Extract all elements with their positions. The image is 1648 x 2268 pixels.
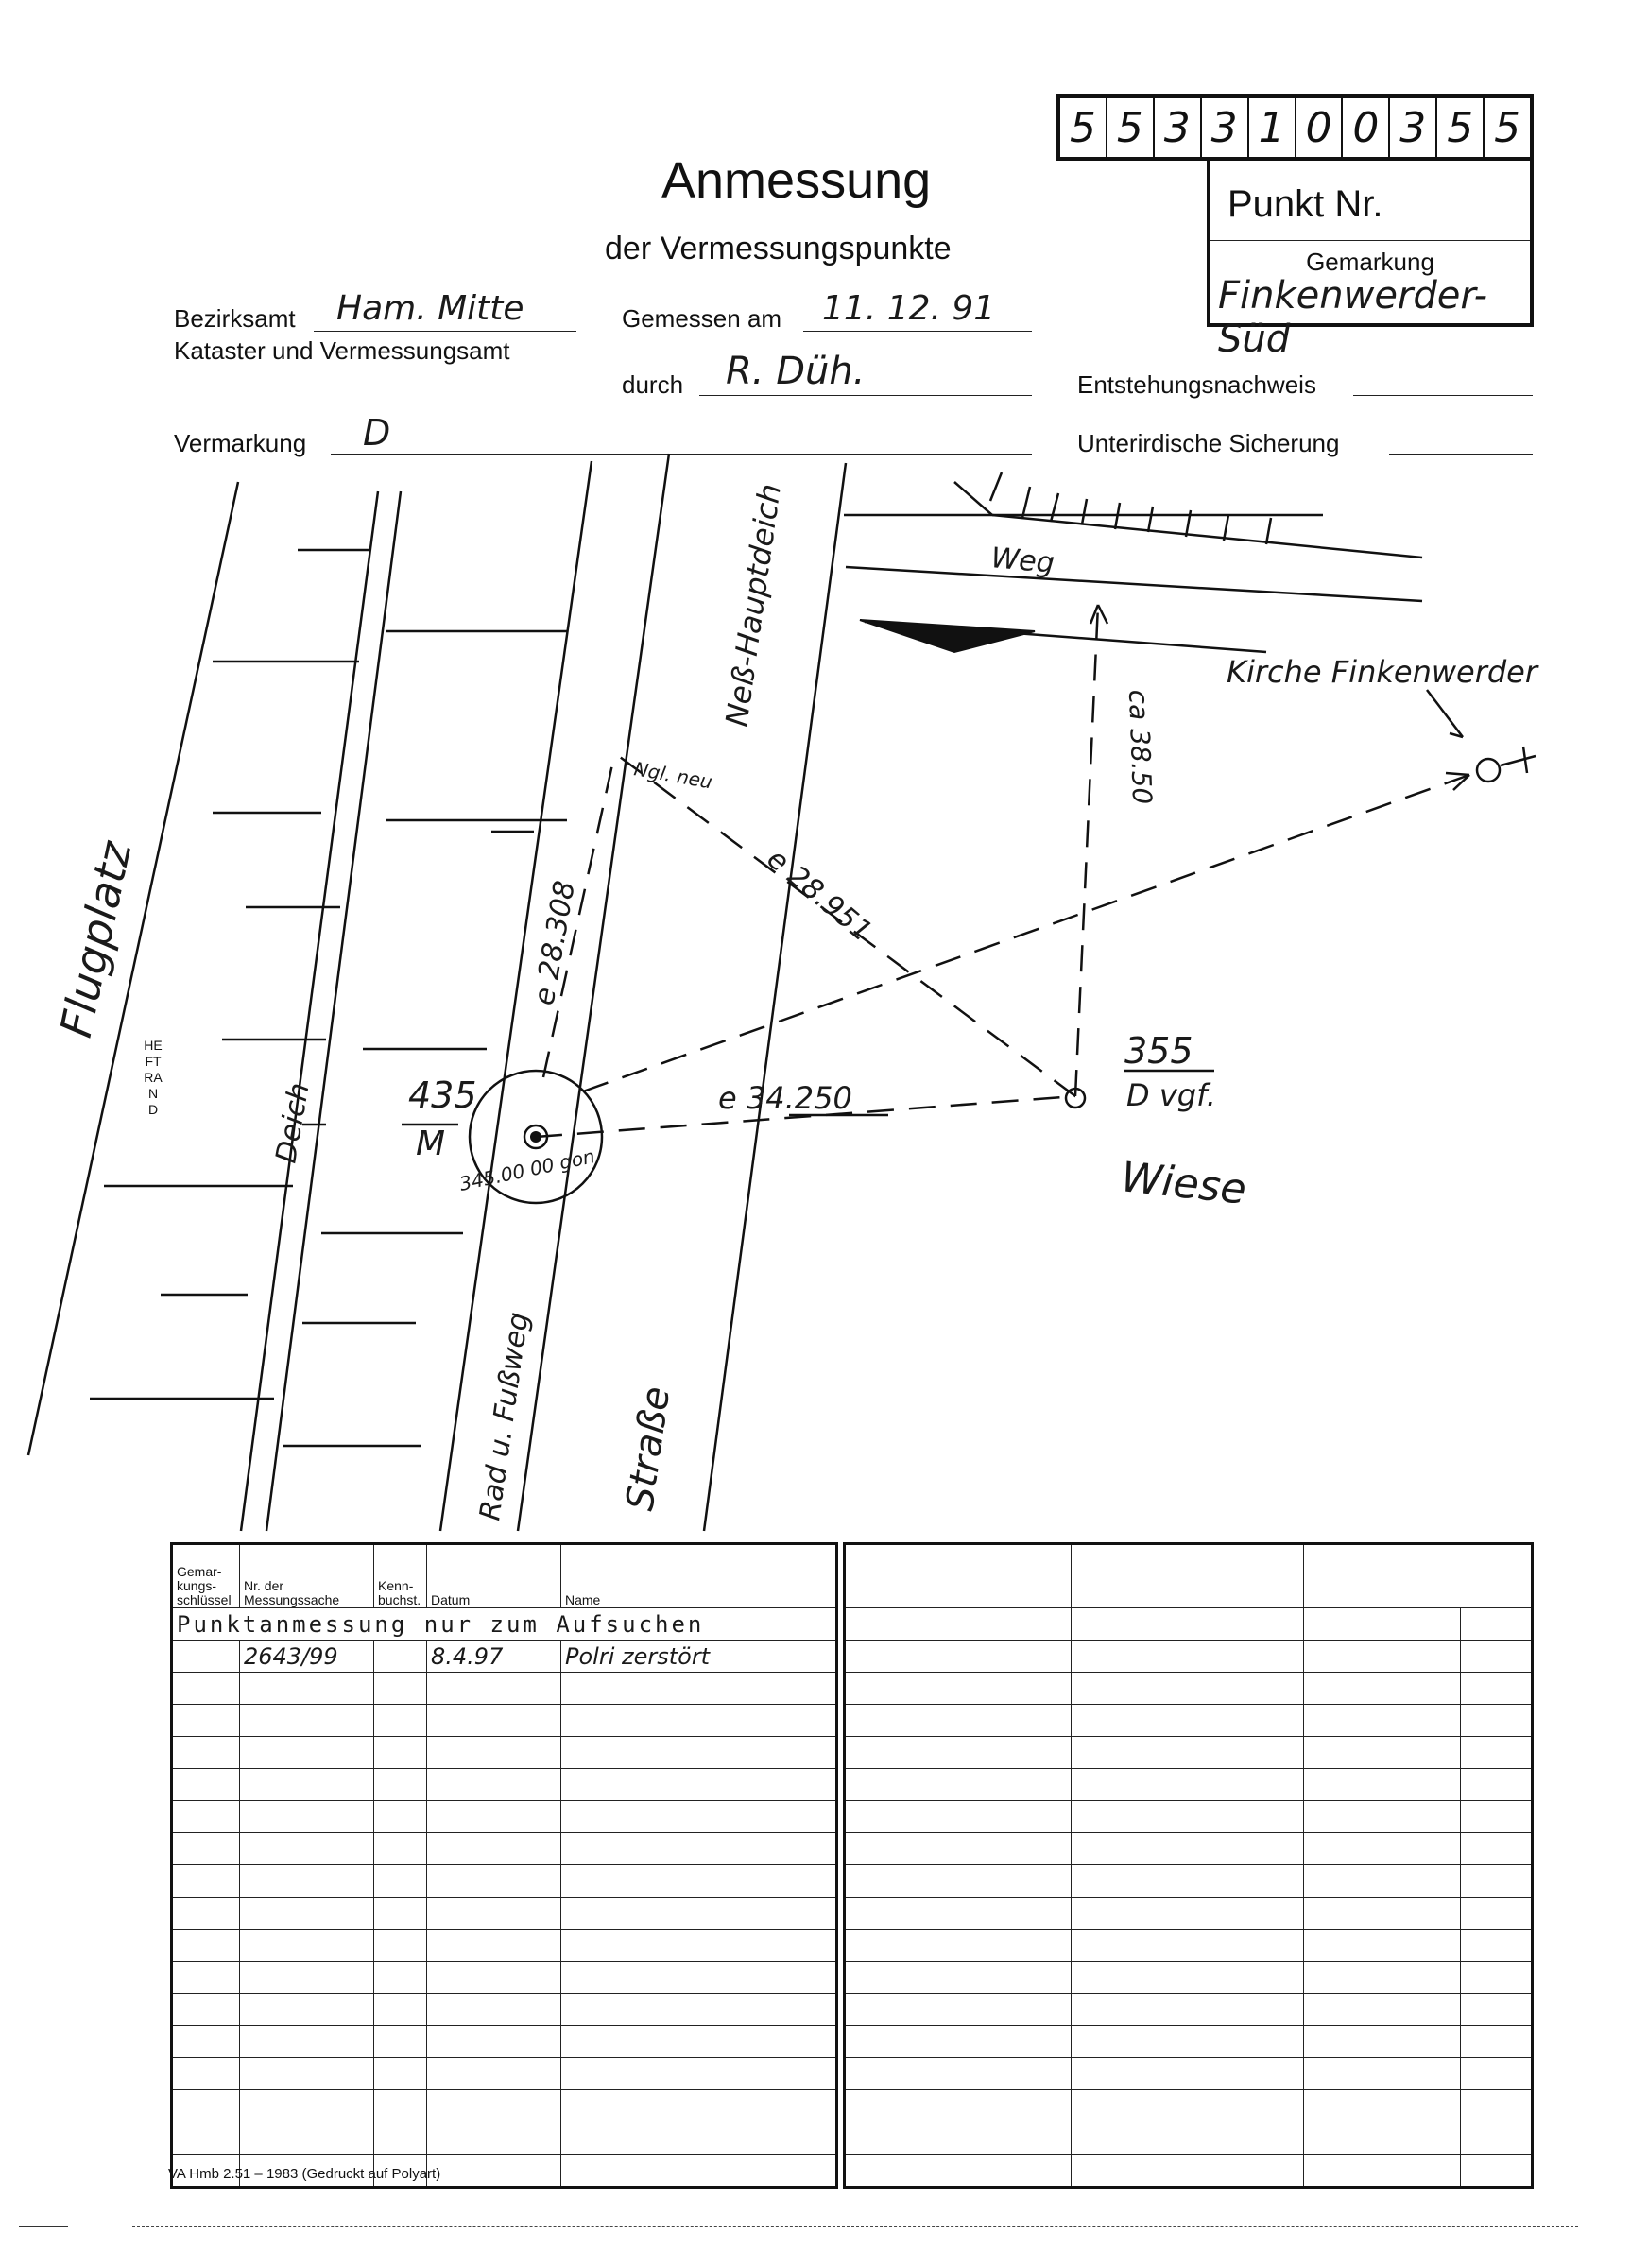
- point-435-marker: [530, 1131, 541, 1143]
- header-nr-messungssache: Nr. der Messungssache: [240, 1544, 374, 1608]
- sketch-angle: 345.00 00 gon: [457, 1144, 597, 1195]
- sketch-dist-1: e 28.308: [527, 878, 582, 1008]
- entry-name: Polri zerstört: [561, 1641, 837, 1673]
- gemessen-value: 11. 12. 91: [822, 289, 996, 328]
- page-title: Anmessung: [661, 152, 932, 209]
- sketch-dist-3: e 34.250: [718, 1080, 852, 1116]
- sketch-wiese: Wiese: [1118, 1153, 1249, 1214]
- gemarkung-label: Gemarkung: [1306, 248, 1434, 276]
- punkt-digit: 5: [1494, 103, 1521, 152]
- header-name: Name: [561, 1544, 837, 1608]
- sketch-deich: Deich: [269, 1080, 317, 1166]
- sketch-radweg: Rad u. Fußweg: [473, 1310, 536, 1523]
- table-row: [172, 1608, 837, 1641]
- vermarkung-label: Vermarkung: [174, 429, 307, 457]
- punkt-digit: 5: [1437, 98, 1485, 157]
- bezirksamt-value: Ham. Mitte: [336, 289, 524, 328]
- sketch-point-355: 355: [1124, 1030, 1193, 1072]
- header-datum: Datum: [427, 1544, 561, 1608]
- sketch-point-435-type: M: [416, 1125, 446, 1163]
- punkt-digit: 0: [1343, 98, 1390, 157]
- punkt-digit: 1: [1249, 98, 1296, 157]
- entry-datum: 8.4.97: [427, 1641, 561, 1673]
- punkt-digit: 3: [1202, 98, 1249, 157]
- vermarkung-value: D: [363, 412, 391, 454]
- gemarkung-value: Finkenwerder-Süd: [1218, 274, 1488, 361]
- sketch-point-435: 435: [408, 1074, 477, 1116]
- sketch-flugplatz: Flugplatz: [49, 836, 142, 1042]
- sketch-strasse: Straße: [618, 1383, 679, 1514]
- punkt-digit: 3: [1390, 98, 1437, 157]
- gemessen-label: Gemessen am: [622, 304, 782, 333]
- sketch-ngl-neu: Ngl. neu: [632, 757, 714, 794]
- header-kennbuchst: Kenn-buchst.: [374, 1544, 427, 1608]
- sketch-weg: Weg: [989, 541, 1056, 580]
- sketch-hauptdeich: Neß-Hauptdeich: [718, 481, 788, 730]
- entstehung-label: Entstehungsnachweis: [1077, 370, 1316, 399]
- sketch-dist-2: e 28.951: [760, 842, 879, 949]
- bezirksamt-label: Bezirksamt: [174, 304, 296, 333]
- table-row: [172, 1641, 837, 1673]
- unterirdisch-label: Unterirdische Sicherung: [1077, 429, 1340, 457]
- punkt-digit: 3: [1155, 98, 1202, 157]
- punkt-digit: 5: [1107, 98, 1155, 157]
- punkt-digit: 5: [1060, 98, 1107, 157]
- register-table-left: [170, 1542, 838, 2189]
- form-footer: VA Hmb 2.51 – 1983 (Gedruckt auf Polyart): [168, 2166, 441, 2182]
- heftrand-label: HEFTRAND: [144, 1038, 163, 1117]
- page-subtitle: der Vermessungspunkte: [605, 231, 952, 266]
- punkt-label: Punkt Nr.: [1227, 183, 1383, 225]
- kataster-label: Kataster und Vermessungsamt: [174, 336, 510, 365]
- sketch-kirche: Kirche Finkenwerder: [1227, 654, 1538, 690]
- punkt-digit: 0: [1296, 98, 1344, 157]
- durch-value: R. Düh.: [726, 350, 866, 393]
- note-row: Punktanmessung nur zum Aufsuchen: [172, 1608, 837, 1641]
- sketch-dist-4: ca 38.50: [1123, 689, 1159, 805]
- register-table-right: [843, 1542, 1534, 2189]
- header-gemarkungsschluessel: Gemar-kungs-schlüssel: [172, 1544, 240, 1608]
- durch-label: durch: [622, 370, 684, 399]
- entry-nr: 2643/99: [240, 1641, 374, 1673]
- sketch-point-355-type: D vgf.: [1126, 1077, 1216, 1113]
